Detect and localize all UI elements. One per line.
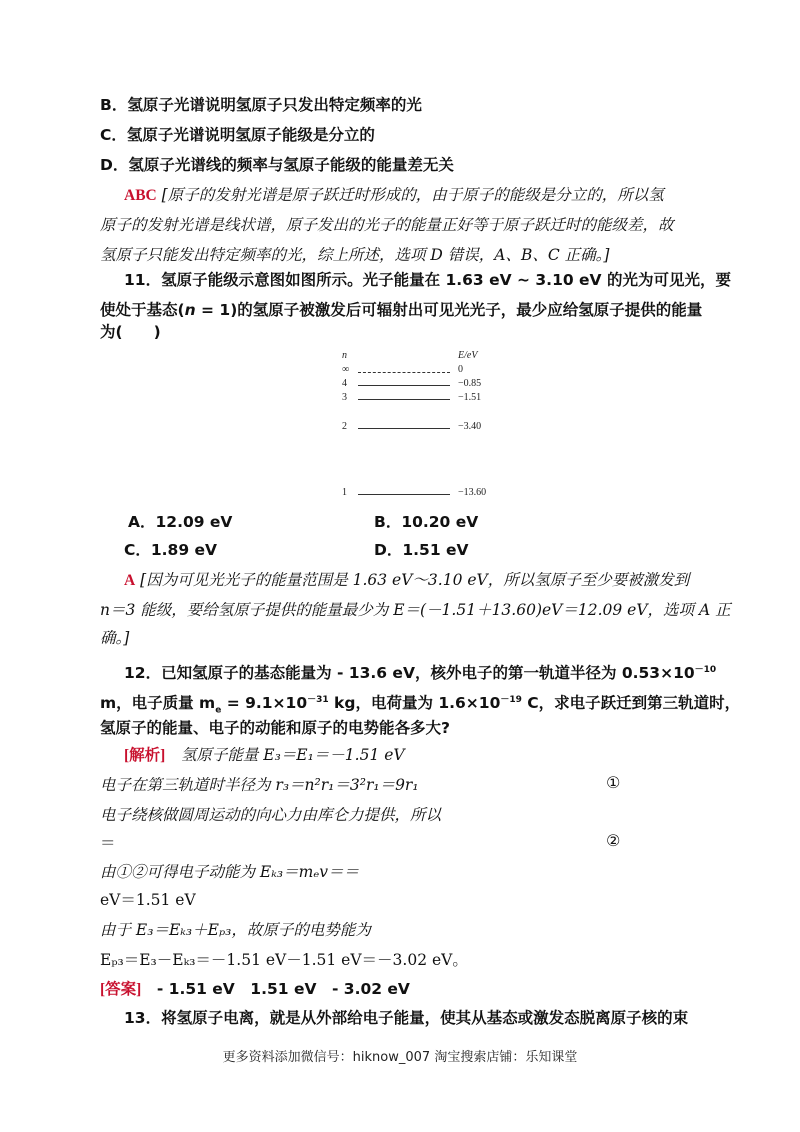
q12-solution-line-1: [124, 745, 405, 766]
q10-option-b: B．氢原子光谱说明氢原子只发出特定频率的光: [100, 96, 422, 114]
q13-stem-line-1: 13．将氢原子电离，就是从外部给电子能量，使其从基态或激发态脱离原子核的束: [124, 1009, 689, 1027]
q12-solution-line-3: 电子绕核做圆周运动的向心力由库仑力提供，所以: [100, 806, 442, 824]
q11-explanation-text: [因为可见光光子的能量范围是 1.63 eV～3.10 eV，所以氢原子至少要被激发到: [140, 571, 690, 589]
q12-answer-label: [答案]: [100, 981, 142, 998]
q12-stem-sup-1: －31: [307, 695, 329, 705]
q12-stem-text-2c: kg，电荷量为 1.6×10: [328, 694, 501, 713]
diagram-level-4-line: [358, 385, 450, 386]
q10-explanation-text: [原子的发射光谱是原子跃迁时形成的，由于原子的能级是分立的，所以氢: [161, 186, 664, 204]
q11-stem-text-2: = 1)的氢原子被激发后可辐射出可见光光子，最少应给氢原子提供的能量: [195, 301, 703, 319]
q10-explanation-line-1: [124, 185, 664, 206]
q12-stem-sup: －10: [694, 665, 717, 675]
q11-answer: A: [124, 572, 136, 589]
diagram-level-inf-n: ∞: [342, 364, 350, 375]
page-footer: 更多资料添加微信号：hiknow_007 淘宝搜索店铺：乐知课堂: [222, 1050, 578, 1065]
q10-option-c: C．氢原子光谱说明氢原子能级是分立的: [100, 126, 375, 144]
q12-solution-line-4: ＝: [100, 834, 116, 852]
diagram-level-3-n: 3: [342, 392, 347, 403]
diagram-level-1-line: [358, 494, 450, 495]
q12-stem-sup-2: －19: [500, 695, 522, 705]
q11-option-b: B．10.20 eV: [374, 513, 479, 531]
q11-stem-line-3: 为( ): [100, 323, 161, 341]
q11-stem-text: 使处于基态(: [100, 301, 185, 319]
q12-solution-line-7: 由于 E₃＝Eₖ₃＋Eₚ₃，故原子的电势能为: [100, 921, 371, 939]
q12-solution-text-1: 氢原子能量 E₃＝E₁＝－1.51 eV: [165, 746, 405, 764]
q12-solution-line-5: 由①②可得电子动能为 Eₖ₃＝mₑv＝＝: [100, 863, 360, 881]
q12-stem-sub: e: [215, 705, 222, 716]
q11-option-d: D．1.51 eV: [374, 541, 469, 559]
q11-option-a: A．12.09 eV: [128, 513, 233, 531]
energy-level-diagram: [338, 348, 508, 500]
q12-solution-line-8: Eₚ₃＝E₃－Eₖ₃＝－1.51 eV－1.51 eV＝－3.02 eV。: [100, 951, 468, 969]
diagram-level-1-e: −13.60: [458, 487, 487, 498]
q12-stem-text: 12．已知氢原子的基态能量为 - 13.6 eV，核外电子的第一轨道半径为 0.53×10: [124, 664, 695, 683]
equation-number-2: ②: [606, 831, 621, 850]
q11-stem-n: n: [184, 301, 196, 319]
diagram-level-3-line: [358, 399, 450, 400]
q10-explanation-line-2: 原子的发射光谱是线状谱，原子发出的光子的能量正好等于原子跃迁时的能级差，故: [100, 216, 674, 234]
diagram-level-inf-e: 0: [458, 364, 463, 375]
diagram-n-header: n: [342, 350, 347, 361]
diagram-level-1-n: 1: [342, 487, 347, 498]
q11-stem-line-1: 11．氢原子能级示意图如图所示。光子能量在 1.63 eV ~ 3.10 eV 的光为可见光，要: [124, 271, 731, 289]
q12-stem-text-2d: C，求电子跃迁到第三轨道时，: [521, 694, 741, 713]
diagram-level-3-e: −1.51: [458, 392, 482, 403]
diagram-level-inf-line: [358, 372, 450, 373]
q12-answer-line: [100, 979, 410, 1000]
diagram-level-2-line: [358, 428, 450, 429]
q12-solution-line-6: eV＝1.51 eV: [100, 891, 196, 909]
q11-explanation-line-1: [124, 570, 689, 591]
q10-explanation-line-3: 氢原子只能发出特定频率的光，综上所述，选项 D 错误，A、B、C 正确。]: [100, 246, 610, 264]
q11-option-c: C．1.89 eV: [124, 541, 218, 559]
diagram-level-4-n: 4: [342, 378, 347, 389]
diagram-e-header: E/eV: [458, 350, 478, 361]
q12-stem-line-3: 氢原子的能量、电子的动能和原子的电势能各多大?: [100, 719, 450, 737]
q11-explanation-line-2: n＝3 能级，要给氢原子提供的能量最少为 E＝(－1.51＋13.60)eV＝12.09 eV，选项 A 正: [100, 601, 731, 619]
q12-answer-text: - 1.51 eV 1.51 eV - 3.02 eV: [141, 980, 410, 998]
q12-jiexi-label: [解析]: [124, 747, 166, 764]
equation-number-1: ①: [606, 773, 621, 792]
q10-answer: ABC: [124, 187, 157, 204]
q12-stem-text-2b: = 9.1×10: [221, 694, 308, 713]
q12-stem-line-1: [124, 660, 716, 683]
q10-option-d: D．氢原子光谱线的频率与氢原子能级的能量差无关: [100, 156, 454, 174]
diagram-level-4-e: −0.85: [458, 378, 482, 389]
q12-stem-text-2a: m，电子质量 m: [100, 694, 216, 713]
diagram-level-2-n: 2: [342, 421, 347, 432]
q12-stem-line-2: [100, 690, 740, 720]
diagram-level-2-e: −3.40: [458, 421, 482, 432]
q11-stem-line-2: [100, 300, 702, 320]
q11-explanation-line-3: 确。]: [100, 629, 130, 647]
q12-solution-line-2: 电子在第三轨道时半径为 r₃＝n²r₁＝3²r₁＝9r₁: [100, 776, 419, 794]
